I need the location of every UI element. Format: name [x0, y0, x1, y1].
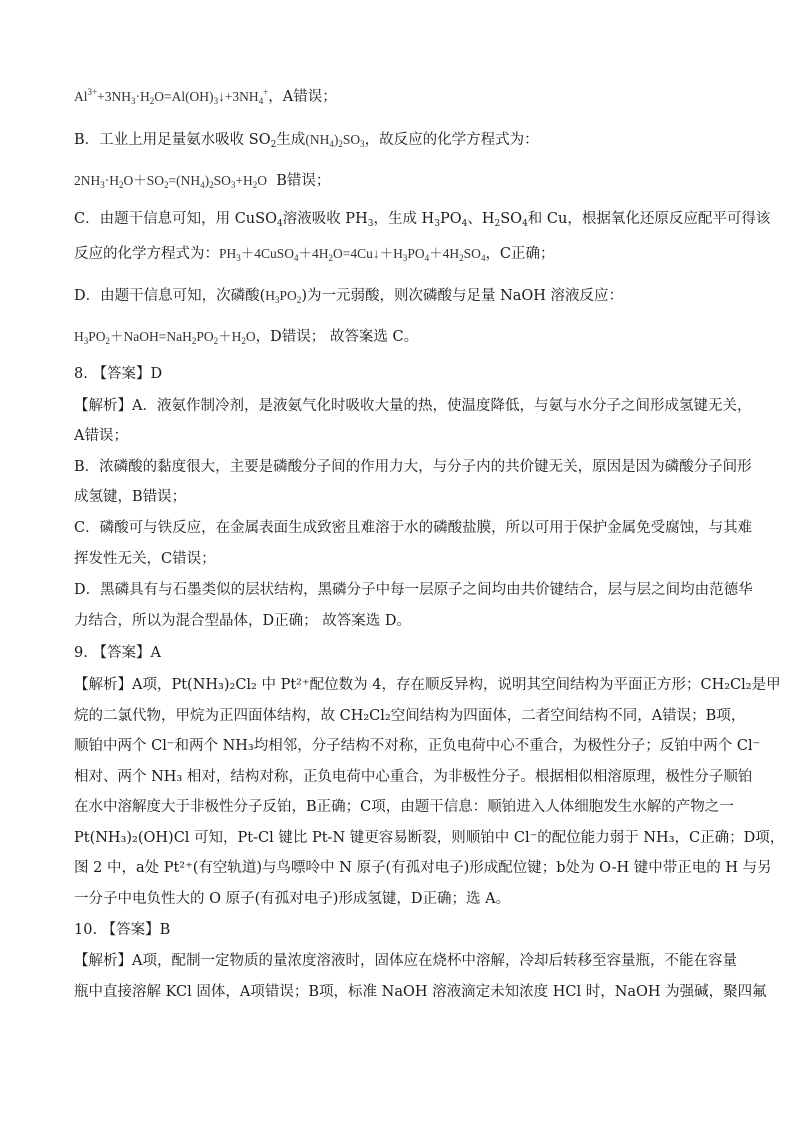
- q8-answer-head: 8. 【答案】D: [74, 366, 163, 382]
- q8-line-c1: C．磷酸可与铁反应，在金属表面生成致密且难溶于水的磷酸盐膜，所以可用于保护金属免受腐蚀，与其难: [74, 520, 753, 536]
- option-b-equation: $2NH_3\cdot H_2O+SO_2=(NH_4)_2SO_3+H_2O$ B错误；: [74, 173, 331, 190]
- q10-answer-head: 10. 【答案】B: [74, 922, 171, 938]
- option-c-line-1: C．由题干信息可知，用 CuSO$_4$溶液吸收 $PH_3$，生成 $H_3PO_4$、$H_2SO_4$和 Cu，根据氧化还原反应配平可得该: [74, 211, 771, 229]
- option-c-line-2: 反应的化学方程式为：$PH_3+4CuSO_4+4H_2O=4Cu↓+H_3PO_4+4H_2SO_4$，C正确；: [74, 246, 555, 263]
- q8-line-b2: 成氢键，B错误；: [74, 489, 187, 505]
- formula-h3po2: $H_3PO_2$: [265, 288, 302, 305]
- option-b-line: B．工业上用足量氨水吸收 $SO_2$生成$(NH_4)_2SO_3$，故反应的化学方程式为：: [74, 132, 539, 150]
- q10-line-1: 【解析】A项，配制一定物质的量浓度溶液时，固体应在烧杯中溶解，冷却后转移至容量瓶，不能在容量: [74, 953, 737, 969]
- equation-line-al: $Al^{3+}+3NH_3\cdot H_2O=Al(OH)_3↓+3NH_4^+$，A错误；: [74, 87, 337, 106]
- q8-line-d1: D．黑磷具有与石墨类似的层状结构，黑磷分子中每一层原子之间均由共价键结合，层与层之间均由范德华: [74, 582, 753, 598]
- q8-line-d2: 力结合，所以为混合型晶体，D正确； 故答案选 D。: [74, 613, 411, 629]
- q9-line-2: 烷的二氯代物，甲烷为正四面体结构，故 CH₂Cl₂空间结构为四面体，二者空间结构不同，A错误；B项，: [74, 708, 746, 724]
- formula-nh4-2so3: $(NH_4)_2SO_3$: [305, 132, 365, 149]
- q9-line-5: 在水中溶解度大于非极性分子反铂，B正确；C项，由题干信息：顺铂进入人体细胞发生水解的产物之一: [74, 799, 734, 815]
- q9-line-3: 顺铂中两个 Cl⁻和两个 NH₃均相邻，分子结构不对称，正负电荷中心不重合，为极性分子；反铂中两个 Cl⁻: [74, 738, 761, 754]
- q9-line-7: 图 2 中，a处 Pt²⁺(有空轨道)与鸟嘌呤中 N 原子(有孤对电子)形成配位键；b处为 O-H 键中带正电的 H 与另: [74, 860, 772, 876]
- equation-b-image: $2NH_3\cdot H_2O+SO_2=(NH_4)_2SO_3+H_2O$: [74, 173, 268, 190]
- equation-d-image: $H_3PO_2+NaOH=NaH_2PO_2+H_2O$: [74, 329, 256, 346]
- q9-line-4: 相对、两个 NH₃ 相对，结构对称，正负电荷中心重合，为非极性分子。根据相似相溶原理，极性分子顺铂: [74, 769, 753, 785]
- q8-line-c2: 挥发性无关，C错误；: [74, 551, 216, 567]
- q9-line-6: Pt(NH₃)₂(OH)Cl 可知，Pt-Cl 键比 Pt-N 键更容易断裂，则顺铂中 Cl⁻的配位能力弱于 NH₃，C正确；D项，: [74, 830, 785, 846]
- q8-line-a2: A错误；: [74, 428, 128, 444]
- option-d-line-1: D．由题干信息可知，次磷酸$(H_3PO_2)$为一元弱酸，则次磷酸与足量 NaOH 溶液反应：: [74, 288, 624, 305]
- q10-line-2: 瓶中直接溶解 KCl 固体，A项错误；B项，标准 NaOH 溶液滴定未知浓度 HCl 时，NaOH 为强碱，聚四氟: [74, 984, 767, 1000]
- equation-al-image: $Al^{3+}+3NH_3\cdot H_2O=Al(OH)_3↓+3NH_4^+$: [74, 87, 269, 106]
- q9-line-8: 一分子中电负性大的 O 原子(有孤对电子)形成氢键，D正确；选 A。: [74, 891, 511, 907]
- q8-line-a1: 【解析】A．液氨作制冷剂，是液氨气化时吸收大量的热，使温度降低，与氨与水分子之间形成氢键无关，: [74, 398, 752, 414]
- q8-line-b1: B．浓磷酸的黏度很大，主要是磷酸分子间的作用力大，与分子内的共价键无关，原因是因为磷酸分子间形: [74, 459, 752, 475]
- equation-c-image: $PH_3+4CuSO_4+4H_2O=4Cu↓+H_3PO_4+4H_2SO_4$: [219, 246, 486, 263]
- option-d-line-2: $H_3PO_2+NaOH=NaH_2PO_2+H_2O$，D错误； 故答案选 C。: [74, 329, 419, 346]
- q9-line-1: 【解析】A项，Pt(NH₃)₂Cl₂ 中 Pt²⁺配位数为 4，存在顺反异构，说明其空间结构为平面正方形；CH₂Cl₂是甲: [74, 677, 781, 693]
- q9-answer-head: 9. 【答案】A: [74, 645, 161, 661]
